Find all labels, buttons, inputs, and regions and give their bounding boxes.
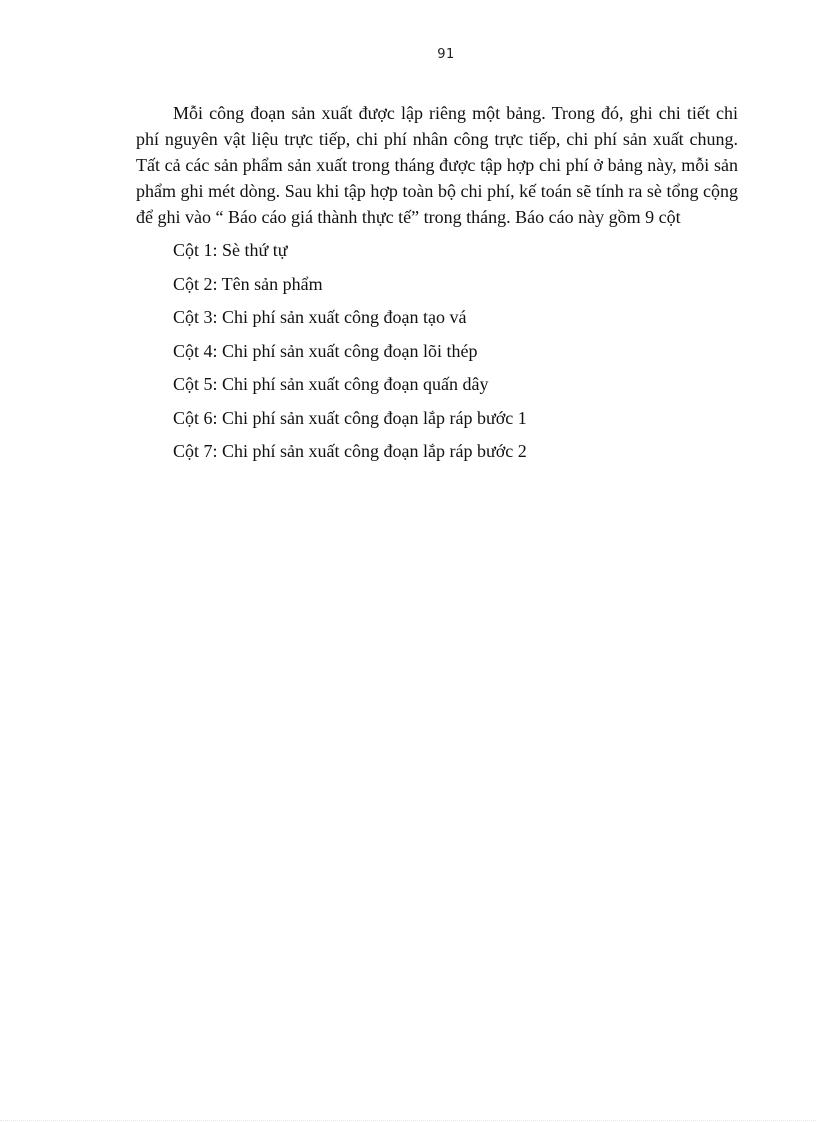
column-item-2: Cột 2: Tên sản phẩm <box>173 273 323 294</box>
column-list <box>136 237 738 464</box>
document-body <box>136 100 738 472</box>
column-item-7: Cột 7: Chi phí sản xuất công đoạn lắp ráp bước 2 <box>173 441 527 461</box>
column-item-4: Cột 4: Chi phí sản xuất công đoạn lõi thép <box>173 340 478 361</box>
page-bottom-divider <box>0 1120 816 1121</box>
page-number: 91 <box>437 47 455 62</box>
column-item-6: Cột 6: Chi phí sản xuất công đoạn lắp ráp bước 1 <box>173 407 527 428</box>
body-paragraph: Mỗi công đoạn sản xuất được lập riêng một bảng. Trong đó, ghi chi tiết chi phí nguyên vật liệu trực tiếp, chi phí nhân công trực tiếp, chi phí sản xuất chung. Tất cả các sản phẩm sản xuất trong tháng được tập hợp chi phí ở bảng này, mỗi sản phẩm ghi mét dòng. Sau khi tập hợp toàn bộ chi phí, kế toán sẽ tính ra sè tổng cộng để ghi vào “ Báo cáo giá thành thực tế” trong tháng. Báo cáo này gồm 9 cột <box>136 103 738 227</box>
column-item-5: Cột 5: Chi phí sản xuất công đoạn quấn dây <box>173 374 489 394</box>
column-item-1: Cột 1: Sè thứ tự <box>173 240 288 260</box>
column-item-3: Cột 3: Chi phí sản xuất công đoạn tạo vá <box>173 307 467 327</box>
